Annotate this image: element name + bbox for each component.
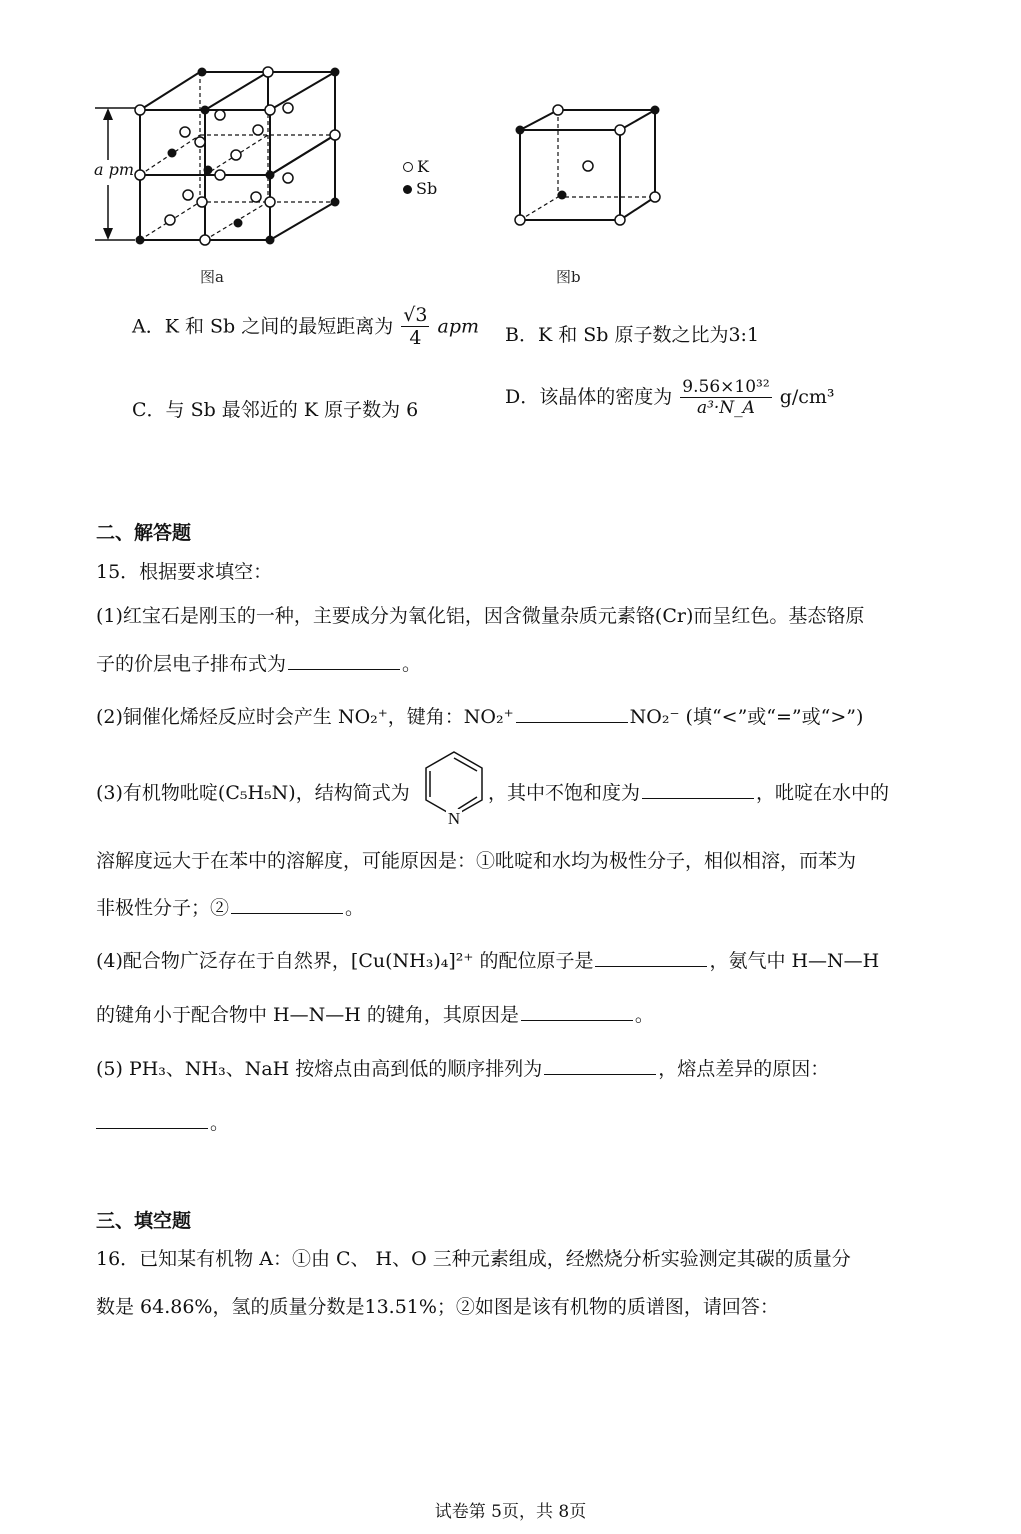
fraction-sqrt3-over-4: $\frac{√3}{4}$ [403, 304, 428, 349]
q16-line1: 16．已知某有机物 A：①由 C、 H、O 三种元素组成，经燃烧分析实验测定其碳的质量分 [96, 1248, 851, 1270]
pyridine-structure [420, 748, 488, 828]
legend [403, 156, 437, 200]
page-footer: 试卷第 5页，共 8页 [434, 1502, 587, 1522]
q15-part4-line1: (4)配合物广泛存在于自然界，[Cu(NH₃)₄]²⁺ 的配位原子是 ，氨气中 H—N—H [96, 950, 880, 972]
dimension-label: a pm [94, 160, 135, 179]
q15-part3-line1b: ，其中不饱和度为 ，吡啶在水中的 [488, 782, 890, 804]
answer-blank[interactable] [595, 965, 707, 967]
answer-blank[interactable] [516, 721, 628, 723]
option-b: B．K 和 Sb 原子数之比为3:1 [505, 324, 760, 346]
q15-part3-line2: 溶解度远大于在苯中的溶解度，可能原因是：①吡啶和水均为极性分子，相似相溶，而苯为 [96, 850, 857, 872]
answer-blank[interactable] [642, 797, 754, 799]
figure-a-caption: 图a [200, 268, 224, 286]
legend-item-k: K [403, 156, 437, 178]
crystal-figure-b [510, 100, 670, 230]
answer-blank[interactable] [288, 668, 400, 670]
q15-part3-line3: 非极性分子；② 。 [96, 897, 365, 919]
pyridine-n-label: N [447, 809, 461, 828]
q15-stem: 15．根据要求填空： [96, 561, 273, 583]
answer-blank[interactable] [544, 1073, 656, 1075]
filled-circle-icon [403, 185, 412, 194]
q15-part3-line1: (3)有机物吡啶(C₅H₅N)，结构简式为 [96, 782, 410, 804]
q15-part4-line2: 的键角小于配合物中 H—N—H 的键角，其原因是 。 [96, 1004, 654, 1026]
section-3-title: 三、填空题 [96, 1210, 192, 1232]
q15-part1-line2: 子的价层电子排布式为 。 [96, 653, 422, 675]
q15-part1-line1: (1)红宝石是刚玉的一种，主要成分为氧化铝，因含微量杂质元素铬(Cr)而呈红色。基态铬原 [96, 605, 865, 627]
option-a: A．K 和 Sb 之间的最短距离为 $\frac{√3}{4}$ apm [132, 304, 480, 349]
q15-part2: (2)铜催化烯烃反应时会产生 NO₂⁺，键角：NO₂⁺ NO₂⁻ (填“<”或“=”或“>”) [96, 706, 864, 728]
density-fraction: $\frac{\text{9.56×10³²}}{\text{a³·N\_A}}$ [682, 377, 770, 418]
option-d: D．该晶体的密度为 $\frac{\text{9.56×10³²}}{\text{a³·N\_A}}$ g/cm³ [505, 377, 835, 418]
crystal-figure-a [90, 60, 360, 255]
section-2-title: 二、解答题 [96, 522, 192, 544]
answer-blank[interactable] [521, 1019, 633, 1021]
figure-b-caption: 图b [556, 268, 581, 286]
option-c: C．与 Sb 最邻近的 K 原子数为 6 [132, 399, 419, 421]
q16-line2: 数是 64.86%，氢的质量分数是13.51%；②如图是该有机物的质谱图，请回答： [96, 1296, 779, 1318]
answer-blank[interactable] [96, 1127, 208, 1129]
legend-item-sb: Sb [403, 178, 437, 200]
q15-part5-line1: (5) PH₃、NH₃、NaH 按熔点由高到低的顺序排列为 ，熔点差异的原因： [96, 1058, 830, 1080]
answer-blank[interactable] [231, 912, 343, 914]
q15-part5-line2: 。 [96, 1108, 229, 1135]
open-circle-icon [403, 162, 413, 172]
